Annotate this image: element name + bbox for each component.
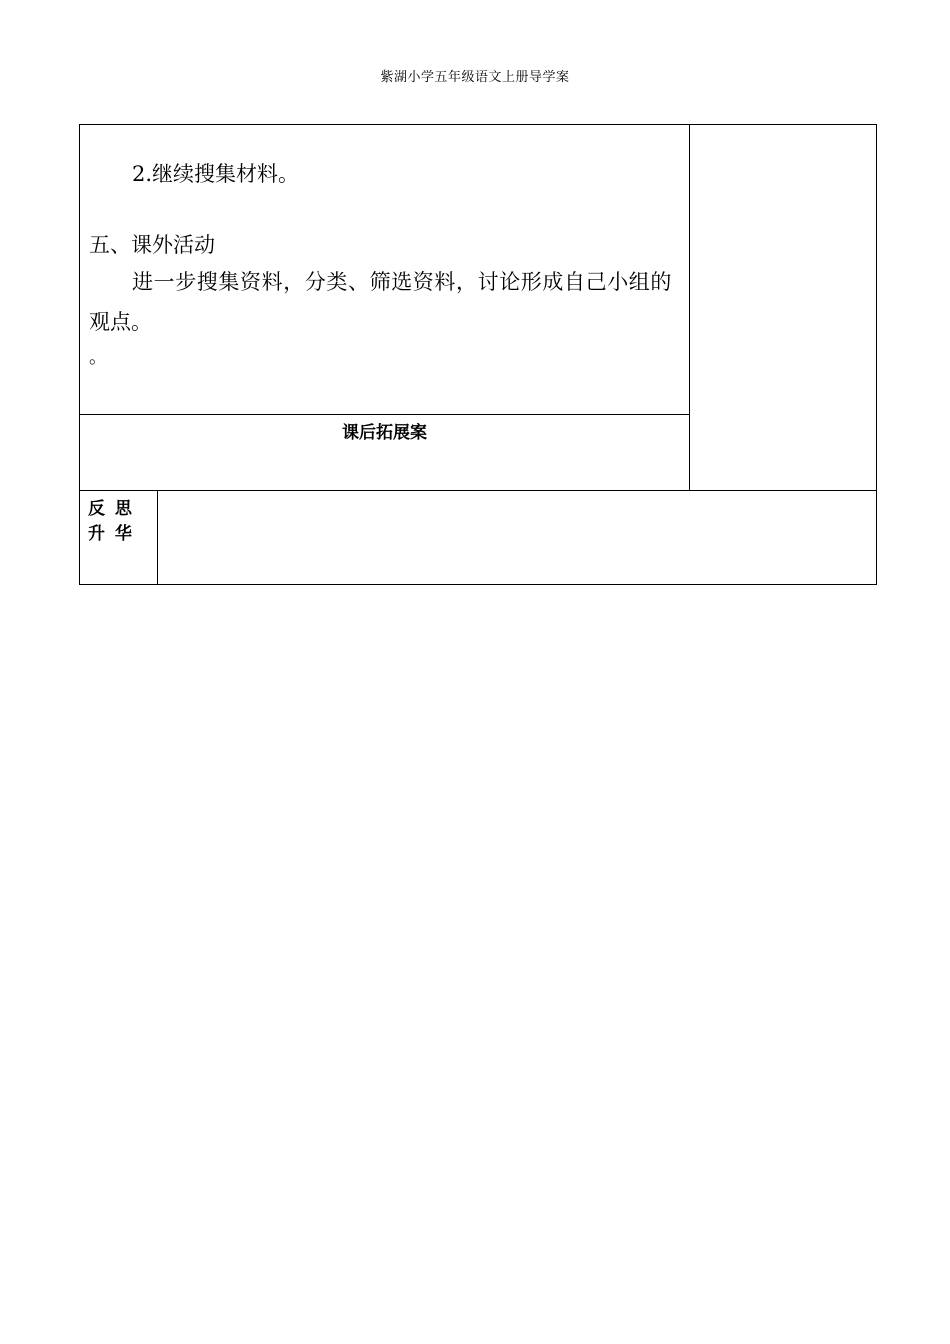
table-border-bottom [79,584,877,585]
reflection-label-line2: 升 华 [88,524,134,544]
reflection-label-divider [157,490,158,585]
extension-title: 课后拓展案 [342,423,427,443]
section-extracurricular-title: 五、课外活动 [89,233,215,257]
table-border-top [79,124,877,125]
table-border-right [876,124,877,585]
section-extracurricular-line1: 进一步搜集资料，分类、筛选资料，讨论形成自己小组的 [132,270,672,294]
section-extracurricular-line2: 观点。 [89,310,152,334]
table-border-left [79,124,80,585]
reflection-divider [79,490,877,491]
item-continue-collecting: 2.继续搜集材料。 [132,162,300,186]
page-header: 紫湖小学五年级语文上册导学案 [380,70,570,85]
stray-period: 。 [89,347,107,368]
extension-divider [79,414,690,415]
reflection-label-line1: 反 思 [88,499,134,519]
